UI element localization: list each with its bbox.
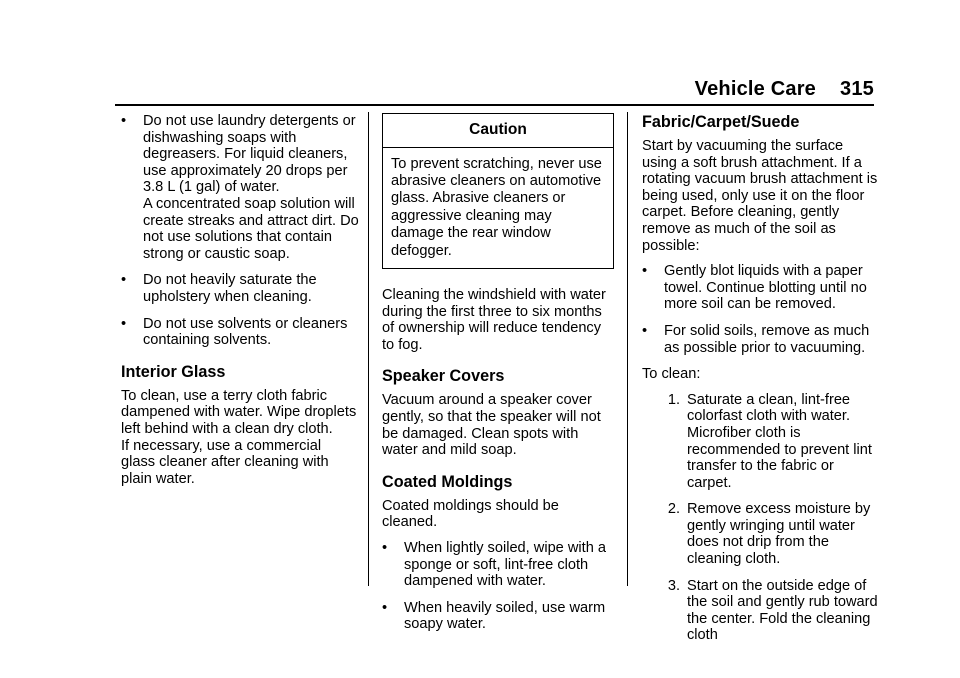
list-item — [382, 540, 614, 590]
step-text: Start on the outside edge of the soil and gently rub toward the center. Fold the cleaning cloth — [687, 577, 878, 644]
list-item-text: Do not use solvents or cleaners containing solvents. — [143, 315, 348, 349]
bullet-icon: • — [382, 539, 388, 556]
list-item-text: Gently blot liquids with a paper towel. Continue blotting until no more soil can be removed. — [664, 263, 867, 313]
numbered-item — [642, 501, 882, 567]
section-title: Vehicle Care — [694, 78, 817, 100]
heading-speaker-covers: Speaker Covers — [382, 367, 505, 386]
list-item — [121, 113, 359, 196]
bullet-icon: • — [121, 272, 127, 289]
list-item-text: Do not use laundry detergents or dishwashing soaps with degreasers. For liquid cleaners, use approximately 20 drops per 3.8 L (1 gal) of water. — [143, 113, 356, 196]
heading-fabric-carpet-suede: Fabric/Carpet/Suede — [642, 113, 800, 131]
paragraph: To clean, use a terry cloth fabric dampened with water. Wipe droplets left behind with a clean dry cloth. — [121, 387, 357, 437]
paragraph: Start by vacuuming the surface using a soft brush attachment. If a rotating vacuum brush attachment is being used, only use it on the floor carpet. Before cleaning, gently remove as much of the soil as possible: — [642, 138, 878, 254]
list-item — [121, 272, 359, 305]
bullet-icon: • — [121, 113, 127, 129]
bullet-icon: • — [642, 263, 648, 280]
paragraph: Cleaning the windshield with water during the first three to six months of ownership will reduce tendency to fog. — [382, 287, 606, 353]
column-1 — [121, 113, 359, 496]
numbered-item — [642, 578, 882, 644]
paragraph: Coated moldings should be cleaned. — [382, 497, 559, 531]
step-number: 3. — [667, 577, 680, 594]
page-number: 315 — [840, 78, 874, 100]
heading-interior-glass: Interior Glass — [121, 362, 226, 381]
list-item-text: When lightly soiled, wipe with a sponge or soft, lint-free cloth dampened with water. — [404, 539, 606, 590]
list-item — [121, 316, 359, 349]
list-item — [642, 263, 882, 313]
bullet-icon: • — [382, 599, 388, 616]
caution-title: Caution — [383, 114, 613, 148]
numbered-item — [642, 392, 882, 492]
paragraph: If necessary, use a commercial glass cleaner after cleaning with plain water. — [121, 437, 329, 487]
paragraph: To clean: — [642, 366, 701, 383]
caution-box — [382, 113, 614, 269]
list-item — [382, 600, 614, 633]
paragraph: Vacuum around a speaker cover gently, so that the speaker will not be damaged. Clean spots with water and mild soap. — [382, 392, 601, 459]
step-number: 1. — [667, 391, 680, 408]
step-text: Remove excess moisture by gently wringing until water does not drip from the cleaning cloth. — [687, 501, 871, 568]
caution-body: To prevent scratching, never use abrasive cleaners on automotive glass. Abrasive cleaners or aggressive cleaning may damage the rear window defogger. — [391, 155, 602, 259]
column-divider-1 — [368, 112, 369, 586]
bullet-icon: • — [642, 322, 648, 339]
step-text: Saturate a clean, lint-free colorfast cloth with water. Microfiber cloth is recommended to prevent lint transfer to the fabric or carpet. — [687, 391, 872, 491]
list-item-text: When heavily soiled, use warm soapy water. — [404, 599, 606, 633]
list-item-text: A concentrated soap solution will create streaks and attract dirt. Do not use solutions that contain strong or caustic soap. — [143, 195, 359, 262]
header-rule — [115, 104, 874, 106]
column-divider-2 — [627, 112, 628, 586]
step-number: 2. — [667, 501, 680, 518]
bullet-icon: • — [121, 315, 127, 332]
list-item-continuation — [121, 196, 359, 262]
column-3 — [642, 113, 882, 654]
column-2 — [382, 113, 614, 643]
page-header — [695, 78, 874, 101]
list-item — [642, 323, 882, 356]
list-item-text: For solid soils, remove as much as possible prior to vacuuming. — [664, 322, 870, 356]
list-item-text: Do not heavily saturate the upholstery when cleaning. — [143, 272, 317, 305]
heading-coated-moldings: Coated Moldings — [382, 472, 513, 491]
